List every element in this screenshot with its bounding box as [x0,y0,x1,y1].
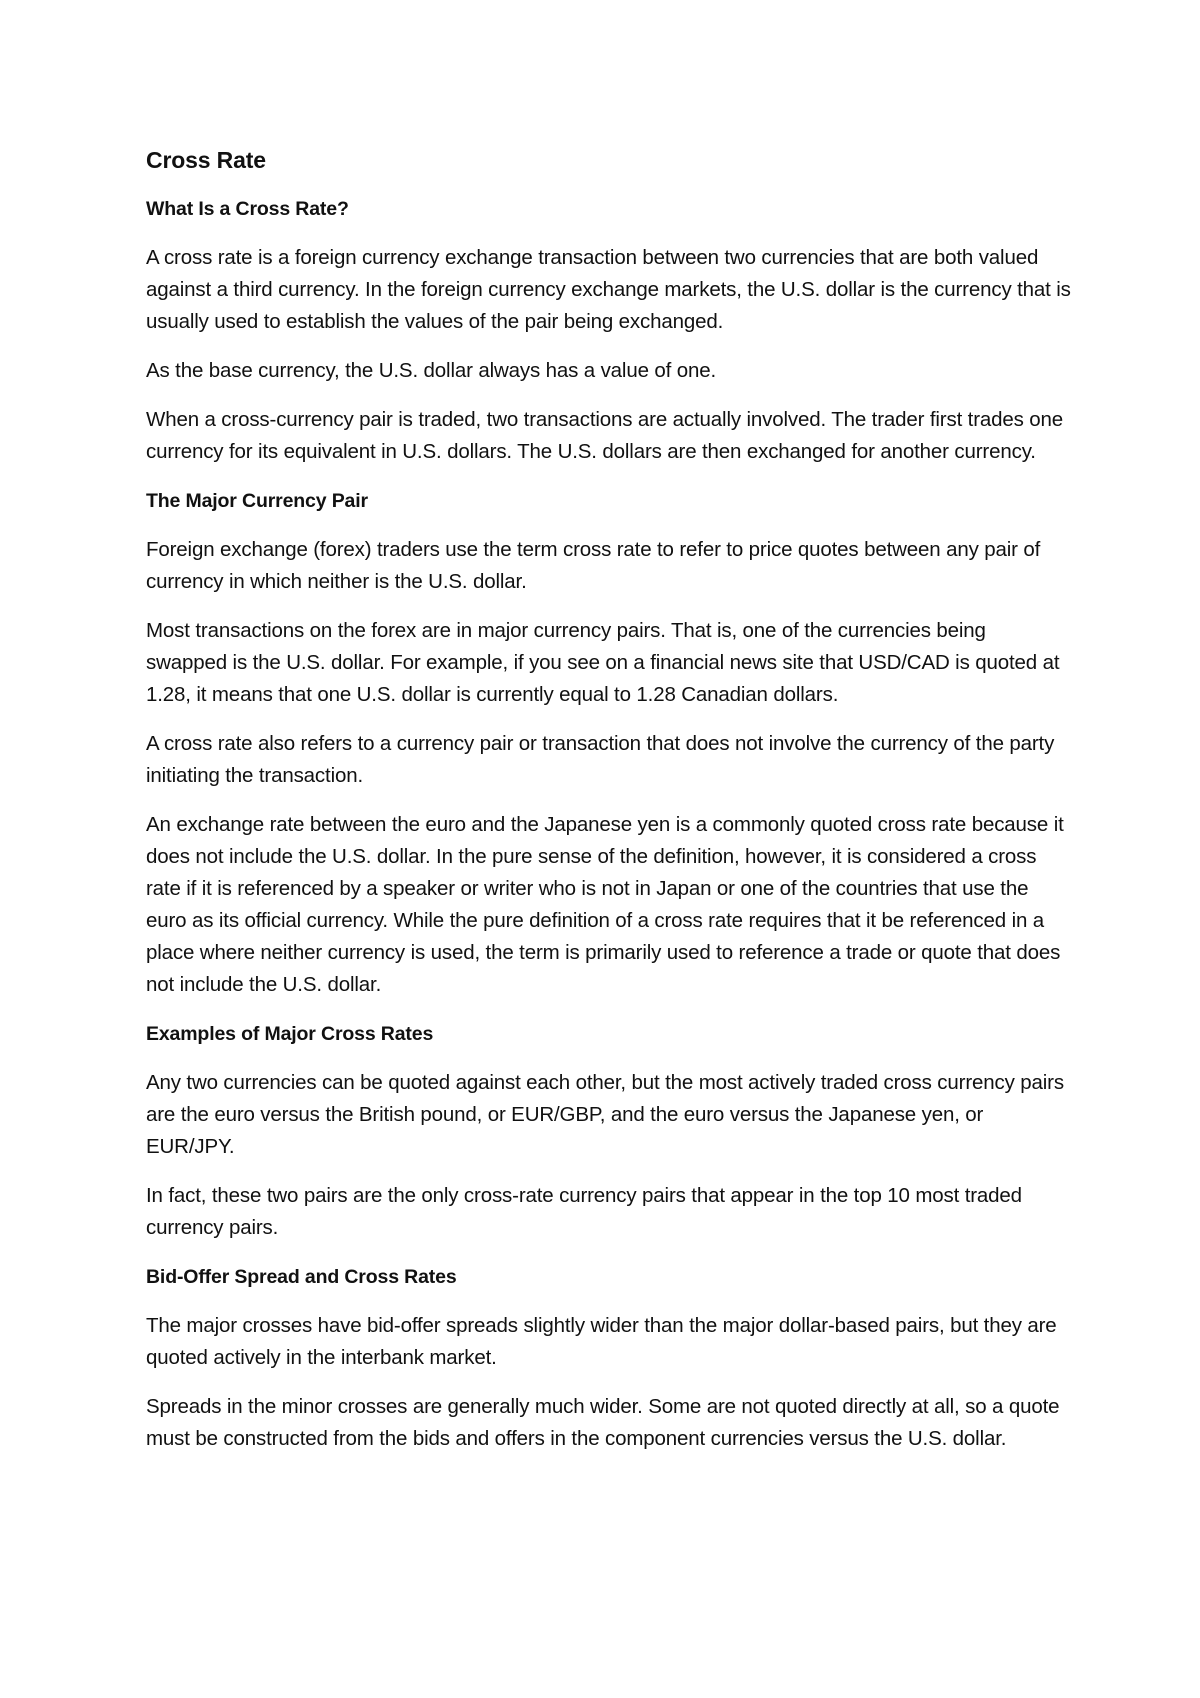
section-heading: What Is a Cross Rate? [146,198,349,220]
paragraph: The major crosses have bid-offer spreads slightly wider than the major dollar-based pairs, but they are quoted actively in the interbank market. [146,1314,1057,1369]
section-heading: The Major Currency Pair [146,490,368,512]
document-title: Cross Rate [146,147,266,173]
paragraph: Foreign exchange (forex) traders use the term cross rate to refer to price quotes between any pair of currency in which neither is the U.S. dollar. [146,538,1041,593]
paragraph: In fact, these two pairs are the only cross-rate currency pairs that appear in the top 10 most traded currency pairs. [146,1184,1022,1239]
paragraph: A cross rate also refers to a currency pair or transaction that does not involve the currency of the party initiating the transaction. [146,732,1055,787]
paragraph: A cross rate is a foreign currency exchange transaction between two currencies that are both valued against a third currency. In the foreign currency exchange markets, the U.S. dollar is the currency that is usually used to establish the values of the pair being exchanged. [146,246,1071,333]
paragraph: Most transactions on the forex are in major currency pairs. That is, one of the currencies being swapped is the U.S. dollar. For example, if you see on a financial news site that USD/CAD is quoted at 1.28, it means that one U.S. dollar is currently equal to 1.28 Canadian dollars. [146,619,1060,706]
paragraph: As the base currency, the U.S. dollar always has a value of one. [146,359,717,382]
section-heading: Bid-Offer Spread and Cross Rates [146,1266,457,1288]
paragraph: Spreads in the minor crosses are generally much wider. Some are not quoted directly at all, so a quote must be constructed from the bids and offers in the component currencies versus the U.S. dollar. [146,1395,1060,1450]
paragraph: An exchange rate between the euro and the Japanese yen is a commonly quoted cross rate because it does not include the U.S. dollar. In the pure sense of the definition, however, it is considered a cross rate if it is referenced by a speaker or writer who is not in Japan or one of the countries that use the euro as its official currency. While the pure definition of a cross rate requires that it be referenced in a place where neither currency is used, the term is primarily used to reference a trade or quote that does not include the U.S. dollar. [146,813,1064,996]
section-examples-major-cross-rates [146,1018,1071,1244]
document-body [146,144,1071,1472]
paragraph: When a cross-currency pair is traded, two transactions are actually involved. The trader first trades one currency for its equivalent in U.S. dollars. The U.S. dollars are then exchanged for another currency. [146,408,1064,463]
section-bid-offer-spread [146,1261,1071,1455]
section-heading: Examples of Major Cross Rates [146,1023,434,1045]
section-what-is-cross-rate [146,193,1071,468]
paragraph: Any two currencies can be quoted against each other, but the most actively traded cross currency pairs are the euro versus the British pound, or EUR/GBP, and the euro versus the Japanese yen, or EUR/JPY. [146,1071,1064,1158]
section-major-currency-pair [146,485,1071,1001]
